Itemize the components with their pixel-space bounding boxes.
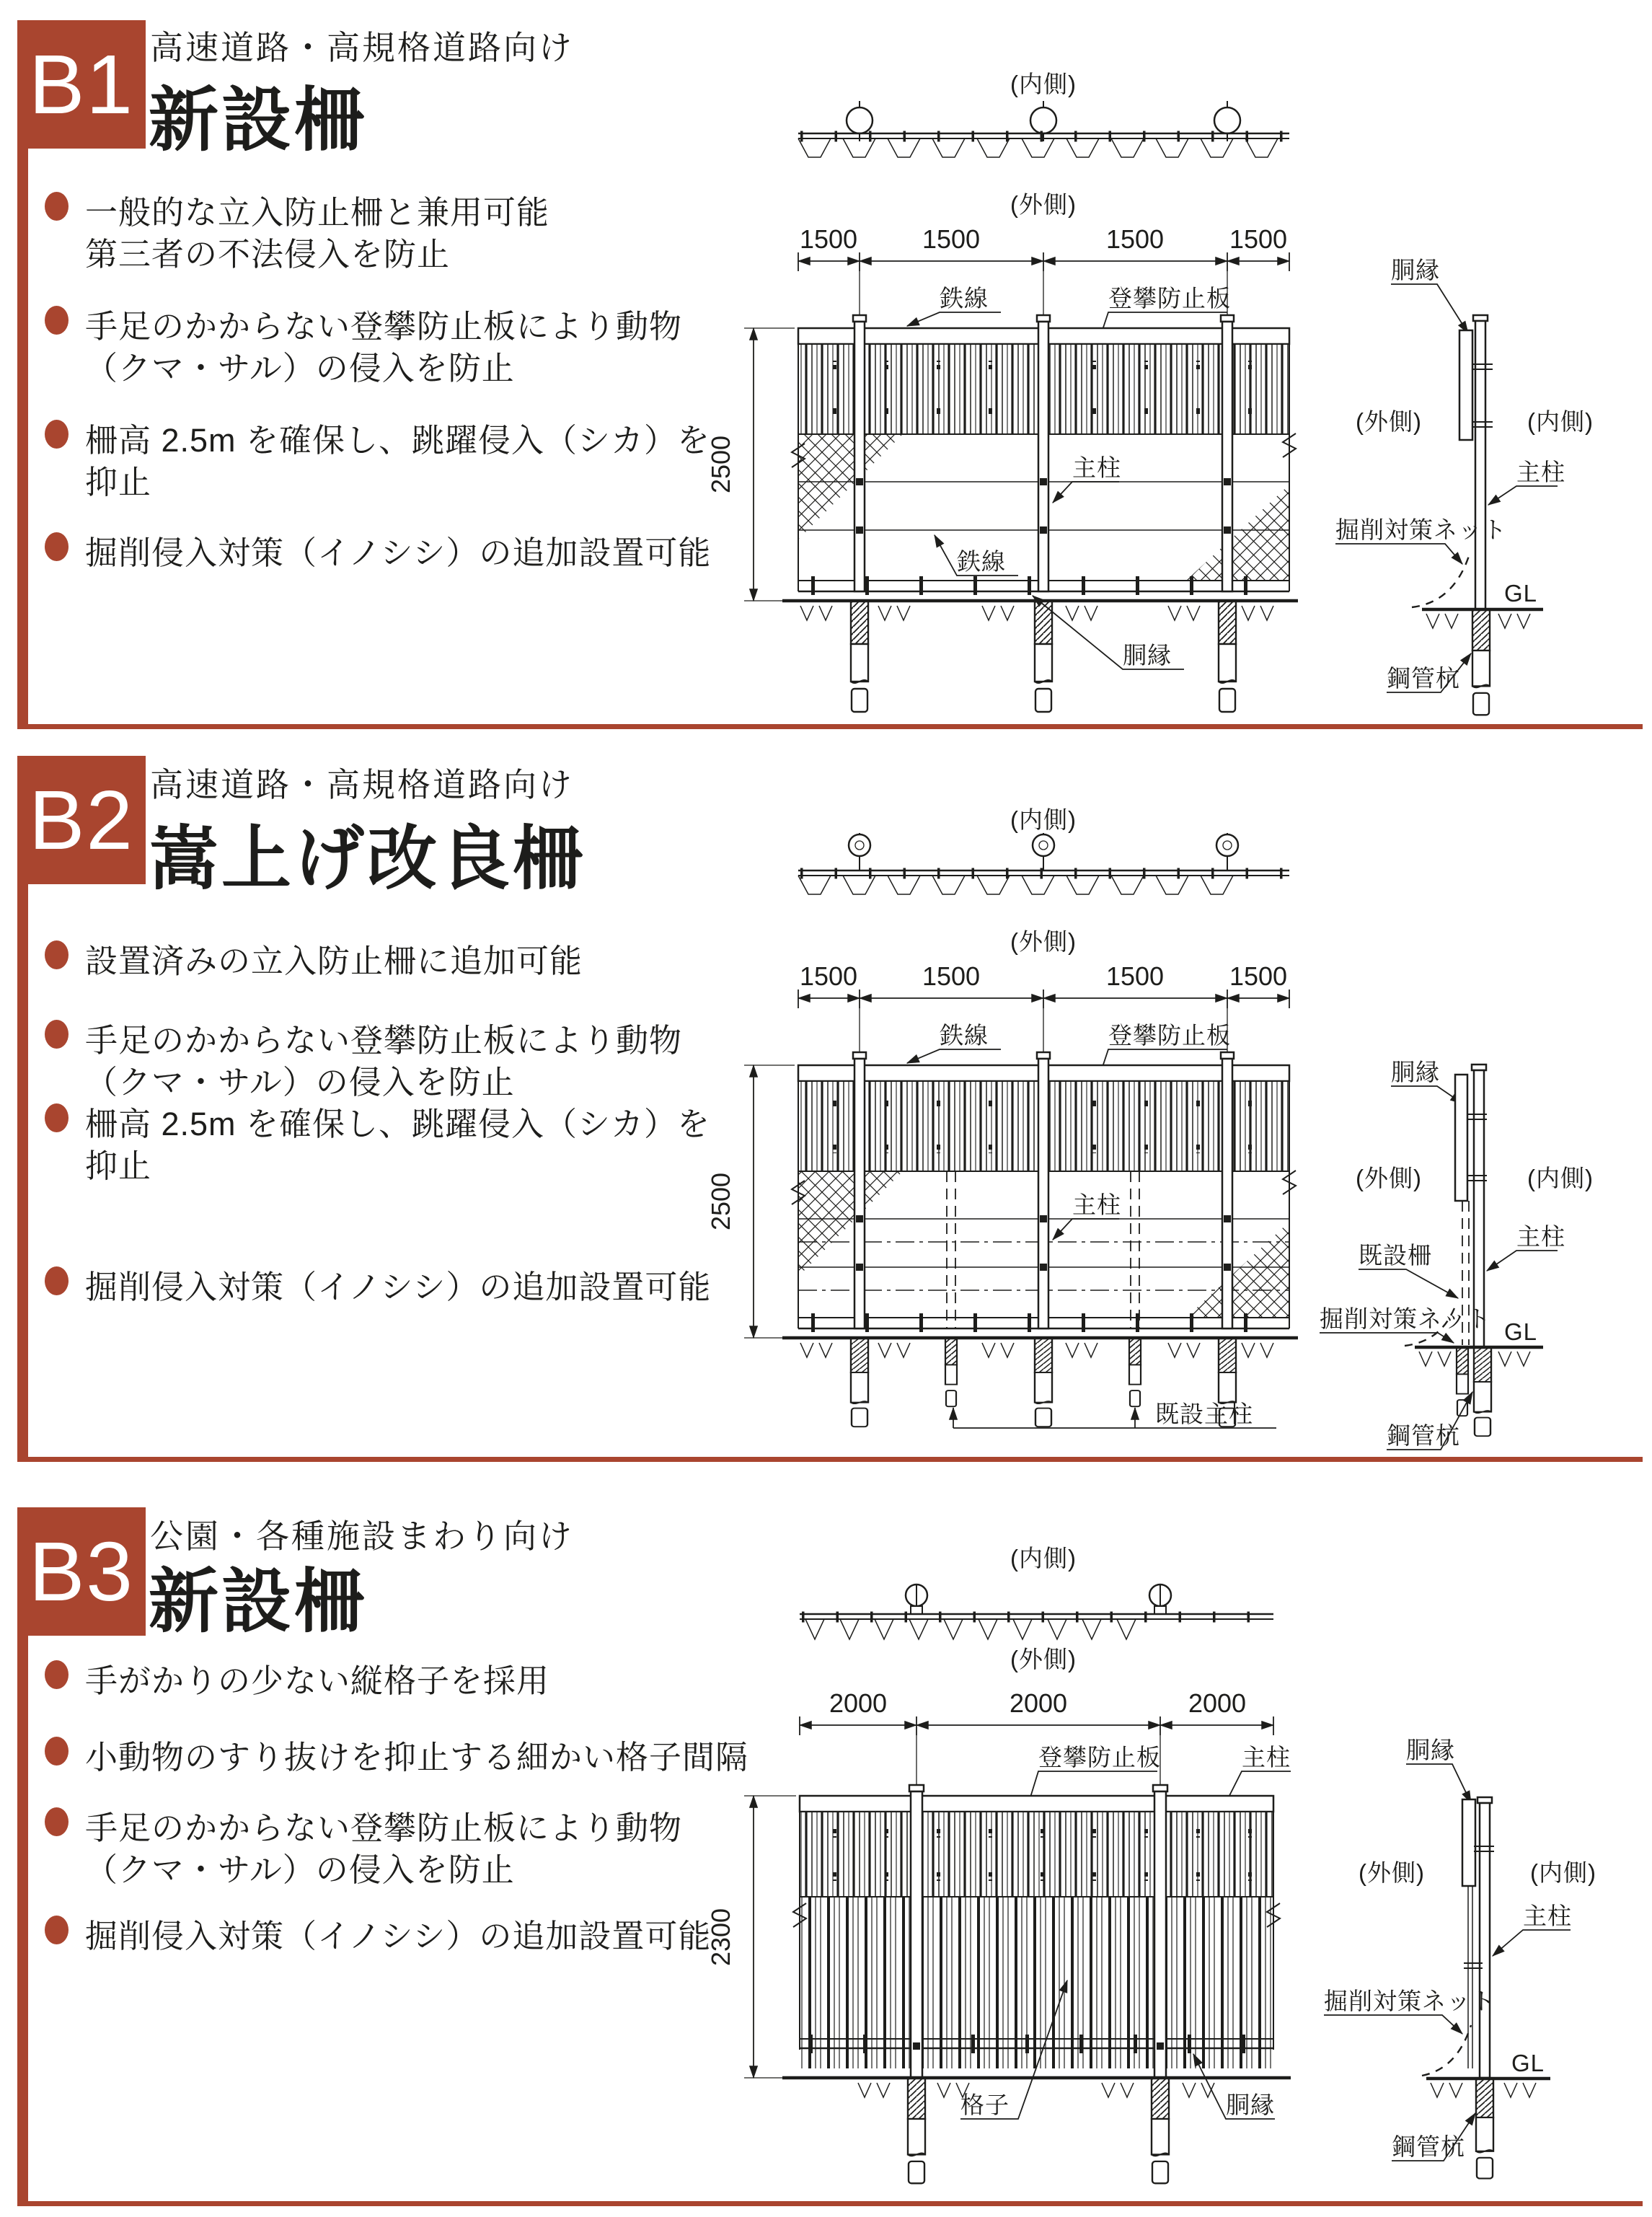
bullet-dot <box>45 420 69 449</box>
bullet-line: 掘削侵入対策（イノシシ）の追加設置可能 <box>85 1918 712 1954</box>
bullet-line: 柵高 2.5m を確保し、跳躍侵入（シカ）を <box>85 1106 711 1142</box>
bullet-dot <box>45 1916 69 1944</box>
bay-dim: 2000 <box>1188 1688 1247 1718</box>
height-dim-label: 2500 <box>706 435 736 494</box>
label-wire-top: 鉄線 <box>940 1022 989 1049</box>
side-gl-label: GL <box>1511 2050 1545 2076</box>
bullet-line: 柵高 2.5m を確保し、跳躍侵入（シカ）を <box>85 422 711 459</box>
section-bar-b1 <box>17 147 28 724</box>
side-view <box>1335 257 1594 715</box>
bullet-dot <box>45 1660 69 1689</box>
bay-dim: 1500 <box>799 961 858 991</box>
side-outer-label: (外側) <box>1356 408 1422 435</box>
side-pile-label: 鋼管杭 <box>1392 2133 1465 2160</box>
bullet-line: 一般的な立入防止柵と兼用可能 <box>85 194 550 231</box>
section-subtitle-b3: 公園・各種施設まわり向け <box>150 1517 574 1555</box>
label-existing-post: 既設主柱 <box>1155 1401 1253 1427</box>
section-divider <box>17 2201 1643 2206</box>
plan-outer-label: (外側) <box>1010 928 1077 955</box>
plan-inner-label: (内側) <box>1010 1545 1077 1572</box>
label-rail: 胴縁 <box>1226 2092 1275 2118</box>
plan-inner-label: (内側) <box>1010 71 1077 97</box>
plan-outer-label: (外側) <box>1010 1646 1077 1672</box>
label-main-post: 主柱 <box>1242 1744 1291 1771</box>
plan-view <box>798 806 1289 955</box>
bullet-line: 掘削侵入対策（イノシシ）の追加設置可能 <box>85 1269 712 1305</box>
bullet-dot <box>45 940 69 969</box>
bullet-dot <box>45 1020 69 1049</box>
bullet-dot <box>45 306 69 335</box>
side-view <box>1324 1737 1596 2179</box>
side-dig-net-label: 掘削対策ネット <box>1335 516 1507 543</box>
bullet-dot <box>45 192 69 221</box>
section-title-b1: 新設柵 <box>149 81 367 159</box>
label-climb-board: 登攀防止板 <box>1108 1022 1231 1049</box>
side-inner-label: (内側) <box>1527 408 1594 435</box>
bullet-line: （クマ・サル）の侵入を防止 <box>85 350 515 387</box>
side-rail-label: 胴縁 <box>1391 1059 1440 1085</box>
side-outer-label: (外側) <box>1356 1165 1422 1191</box>
label-lattice: 格子 <box>960 2092 1010 2118</box>
bullet-dot <box>45 1737 69 1766</box>
label-climb-board: 登攀防止板 <box>1108 285 1231 312</box>
height-dimension <box>706 328 795 601</box>
side-outer-label: (外側) <box>1359 1859 1425 1886</box>
section-bar-b3 <box>17 1634 28 2201</box>
bay-dim: 1500 <box>1105 224 1165 254</box>
side-main-post-label: 主柱 <box>1516 1223 1565 1250</box>
drawing-b2 <box>706 779 1652 1464</box>
label-wire-mid: 鉄線 <box>957 548 1006 575</box>
side-inner-label: (内側) <box>1530 1859 1596 1886</box>
bay-dim: 2000 <box>829 1688 888 1718</box>
side-inner-label: (内側) <box>1527 1165 1594 1191</box>
plan-view <box>798 71 1289 218</box>
bullet-dot <box>45 532 69 561</box>
bullet-line: （クマ・サル）の侵入を防止 <box>85 1851 515 1888</box>
height-dim-label: 2300 <box>706 1908 736 1967</box>
side-rail-label: 胴縁 <box>1391 257 1440 283</box>
bullet-dot <box>45 1807 69 1836</box>
bullet-line: 第三者の不法侵入を防止 <box>85 236 451 273</box>
bullet-line: 手足のかからない登攀防止板により動物 <box>85 1022 683 1059</box>
bay-dim: 1500 <box>922 961 981 991</box>
side-gl-label: GL <box>1504 1318 1538 1345</box>
bullet-line: 手足のかからない登攀防止板により動物 <box>85 308 683 345</box>
side-rail-label: 胴縁 <box>1406 1737 1455 1763</box>
section-badge-b2: B2 <box>17 756 146 884</box>
label-main-post: 主柱 <box>1072 1191 1121 1218</box>
section-badge-b3: B3 <box>17 1507 146 1636</box>
elevation-view <box>782 1052 1298 1428</box>
height-dim-label: 2500 <box>706 1172 736 1231</box>
bullet-line: （クマ・サル）の侵入を防止 <box>85 1064 515 1101</box>
label-rail: 胴縁 <box>1123 642 1172 669</box>
bay-dim: 1500 <box>1229 224 1288 254</box>
section-title-b2: 嵩上げ改良柵 <box>149 819 586 898</box>
side-dig-net-label: 掘削対策ネット <box>1320 1305 1491 1332</box>
label-climb-board: 登攀防止板 <box>1038 1744 1161 1771</box>
bullet-line: 抑止 <box>85 464 152 501</box>
bullet-line: 抑止 <box>85 1147 152 1184</box>
label-wire-top: 鉄線 <box>940 285 989 312</box>
elevation-view <box>782 1785 1291 2183</box>
side-dig-net-label: 掘削対策ネット <box>1324 1988 1496 2014</box>
side-main-post-label: 主柱 <box>1523 1903 1572 1929</box>
bullet-dot <box>45 1266 69 1295</box>
bay-dim: 2000 <box>1009 1688 1068 1718</box>
elevation-view <box>782 315 1298 712</box>
plan-inner-label: (内側) <box>1010 806 1077 833</box>
bay-dim: 1500 <box>922 224 981 254</box>
side-pile-label: 鋼管杭 <box>1387 1422 1460 1449</box>
bullet-dot <box>45 1103 69 1132</box>
side-main-post-label: 主柱 <box>1516 459 1565 485</box>
label-main-post: 主柱 <box>1072 454 1121 481</box>
bay-dim: 1500 <box>1229 961 1288 991</box>
section-subtitle-b2: 高速道路・高規格道路向け <box>150 766 574 803</box>
side-view <box>1320 1059 1594 1450</box>
section-bar-b2 <box>17 883 28 1457</box>
drawing-b1 <box>706 29 1652 727</box>
side-existing-fence-label: 既設柵 <box>1359 1242 1432 1269</box>
bullet-line: 掘削侵入対策（イノシシ）の追加設置可能 <box>85 534 712 571</box>
bullet-line: 設置済みの立入防止柵に追加可能 <box>85 943 583 979</box>
section-title-b3: 新設柵 <box>149 1562 367 1641</box>
height-dimension <box>706 1065 795 1338</box>
bay-dim: 1500 <box>1105 961 1165 991</box>
side-gl-label: GL <box>1504 580 1538 607</box>
bullet-line: 手足のかからない登攀防止板により動物 <box>85 1810 683 1846</box>
section-subtitle-b1: 高速道路・高規格道路向け <box>150 29 574 66</box>
plan-outer-label: (外側) <box>1010 191 1077 218</box>
bullet-line: 小動物のすり抜けを抑止する細かい格子間隔 <box>85 1739 749 1776</box>
plan-view <box>800 1545 1273 1672</box>
bay-dim: 1500 <box>799 224 858 254</box>
section-divider <box>17 724 1643 729</box>
drawing-b3 <box>706 1515 1652 2217</box>
side-pile-label: 鋼管杭 <box>1387 665 1460 692</box>
height-dimension <box>706 1796 796 2078</box>
section-badge-b1: B1 <box>17 20 146 149</box>
section-divider <box>17 1457 1643 1462</box>
bullet-line: 手がかりの少ない縦格子を採用 <box>85 1662 550 1699</box>
